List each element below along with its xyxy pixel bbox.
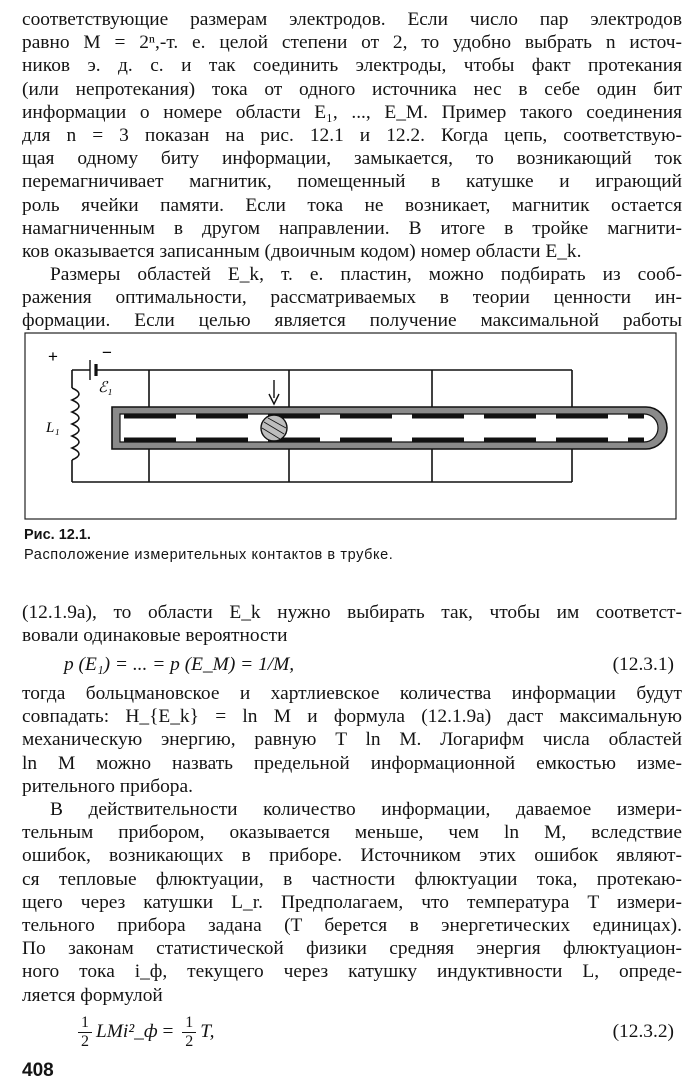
paragraph-4 (22, 682, 682, 798)
equation-expression: p (E₁) = ... = p (E_M) = 1/M, (64, 654, 295, 675)
fraction (78, 1014, 92, 1051)
text-line: ляется формулой (22, 984, 163, 1006)
text-line: для n = 3 показан на рис. 12.1 и 12.2. Когда цепь, соответствую- (22, 124, 682, 146)
text-line: щая одному биту информации, замыкается, то возникающий ток (22, 148, 682, 170)
text-line: В действительности количество информации, даваемое измери- (50, 799, 682, 820)
equals-sign: = (162, 1021, 174, 1042)
emf-label: ℰ₁ (98, 380, 113, 396)
lhs-body: LMi²_ф (96, 1021, 158, 1042)
paragraph-2 (22, 263, 682, 333)
equation-number: (12.3.1) (612, 654, 674, 675)
inductor-label: L₁ (46, 420, 60, 436)
fraction-denominator: 2 (81, 1033, 89, 1051)
equation-12-3-1 (22, 652, 674, 678)
text-line: формации. Если целью является получение максимальной работы (22, 310, 682, 332)
text-line: совпадать: H_{E_k} = ln M и формула (12.1.9а) даст максимальную (22, 706, 682, 728)
text-line: информации о номере области E₁, ..., E_M. Пример такого соединения (22, 101, 682, 123)
text-line: соответствующие размерам электродов. Если число пар электродов (22, 9, 682, 30)
text-line: ся тепловые флюктуации, в частности флюктуации тока, протекаю- (22, 868, 682, 890)
inductor-coil (72, 388, 79, 460)
text-line: намагниченным в другом направлении. В итоге в тройке магнити- (22, 217, 682, 239)
figure-12-1-diagram (24, 332, 677, 520)
fraction-denominator: 2 (185, 1033, 194, 1051)
paragraph-1 (22, 8, 682, 263)
text-line: ошибок, возникающих в приборе. Источником этих ошибок являют- (22, 845, 682, 867)
text-line: рительного прибора. (22, 775, 193, 797)
fraction-numerator: 1 (78, 1014, 92, 1033)
text-line: ников э. д. с. и так соединить электроды, чтобы факт протекания (22, 55, 682, 77)
equation-number: (12.3.2) (612, 1021, 674, 1042)
rhs-body: T, (200, 1021, 215, 1042)
figure-caption-title: Рис. 12.1. (24, 527, 91, 543)
plus-label: + (48, 347, 58, 366)
equation-12-3-2 (22, 1012, 674, 1052)
text-line: ного тока i_ф, текущего через катушку индуктивности L, опреде- (22, 961, 682, 983)
text-line: перемагничивает магнитик, помещенный в катушке и играющий (22, 171, 682, 193)
text-line: тельным прибором, оказывается меньше, чем ln M, вследствие (22, 822, 682, 844)
text-line: равно M = 2ⁿ,-т. е. целой степени от 2, то удобно выбрать n источ- (22, 32, 682, 54)
text-line: механическую энергию, равную T ln M. Логарифм числа областей (22, 729, 682, 751)
text-line: ков оказывается записанным (двоичным кодом) номер области E_k. (22, 240, 582, 262)
fraction (182, 1014, 196, 1051)
fraction-numerator: 1 (182, 1014, 196, 1033)
minus-label: − (102, 343, 112, 362)
text-line: (или непротекания) тока от одного источника нес в себе один бит (22, 78, 682, 100)
paragraph-3 (22, 601, 682, 647)
text-line: (12.1.9а), то области E_k нужно выбирать так, чтобы им соответст- (22, 602, 682, 623)
text-line: тогда больцмановское и хартлиевское количества информации будут (22, 683, 682, 704)
text-line: вовали одинаковые вероятности (22, 625, 288, 647)
text-line: ражения оптимальности, рассматриваемых в теории ценности ин- (22, 287, 682, 309)
paragraph-5 (22, 798, 682, 1007)
text-line: ln M можно назвать предельной информационной емкостью изме- (22, 752, 682, 774)
figure-caption-text: Расположение измерительных контактов в трубке. (24, 547, 394, 563)
equation-expression (74, 1012, 214, 1052)
text-line: Размеры областей E_k, т. е. пластин, можно подбирать из сооб- (50, 264, 682, 285)
text-line: щего через катушки L_r. Предполагаем, что температура T измери- (22, 891, 682, 913)
page-number: 408 (22, 1060, 54, 1081)
text-line: роль ячейки памяти. Если тока не возникает, магнитик остается (22, 194, 682, 216)
text-line: тельного прибора задана (T берется в энергетических единицах). (22, 914, 682, 936)
text-line: По законам статистической физики средняя энергия флюктуацион- (22, 938, 682, 960)
